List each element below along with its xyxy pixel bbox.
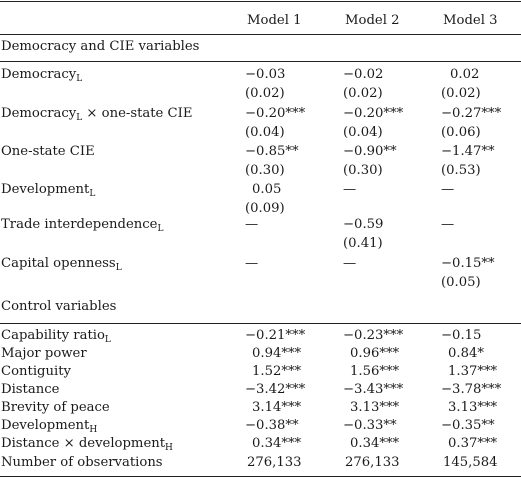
one-state-cie-m2-se: (0.30)	[343, 163, 383, 178]
distance-x-development-m1: 0.34***	[252, 436, 302, 451]
distance-m3: −3.78***	[441, 382, 502, 397]
development-h-m3: −0.35**	[441, 418, 495, 433]
major-power-m3: 0.84*	[448, 346, 484, 361]
observations-m3: 145,584	[443, 455, 498, 470]
trade-interdependence-m1: —	[245, 217, 259, 232]
democracy-m2-se: (0.02)	[343, 86, 383, 101]
democracy-x-cie-m3: −0.27***	[441, 106, 502, 121]
row-label-capital-openness: Capital openness$_L$	[1, 256, 122, 273]
row-label-capability-ratio: Capability ratio$_L$	[1, 328, 111, 345]
observations-m1: 276,133	[247, 455, 302, 470]
row-label-observations: Number of observations	[1, 455, 163, 470]
section-title-control: Control variables	[1, 299, 117, 314]
contiguity-m1: 1.52***	[252, 364, 302, 379]
row-label-trade-interdependence: Trade interdependence$_L$	[1, 217, 164, 234]
header-model-2: Model 2	[345, 13, 400, 28]
row-label-democracy: Democracy$_L$	[1, 67, 83, 84]
row-label-development-h: Development$_H$	[1, 418, 98, 435]
one-state-cie-m3: −1.47**	[441, 144, 495, 159]
democracy-x-cie-m2: −0.20***	[343, 106, 404, 121]
top-rule	[0, 1, 521, 2]
section-title-democracy-cie: Democracy and CIE variables	[1, 39, 200, 54]
brevity-of-peace-m3: 3.13***	[448, 400, 498, 415]
trade-interdependence-m3: —	[441, 217, 455, 232]
democracy-x-cie-m3-se: (0.06)	[441, 125, 481, 140]
one-state-cie-m1-se: (0.30)	[245, 163, 285, 178]
development-h-m1: −0.38**	[245, 418, 299, 433]
development-l-m1-se: (0.09)	[245, 201, 285, 216]
one-state-cie-m3-se: (0.53)	[441, 163, 481, 178]
capability-ratio-m1: −0.21***	[245, 328, 306, 343]
trade-interdependence-m2-se: (0.41)	[343, 236, 383, 251]
democracy-x-cie-m2-se: (0.04)	[343, 125, 383, 140]
row-label-brevity-of-peace: Brevity of peace	[1, 400, 110, 415]
brevity-of-peace-m2: 3.13***	[350, 400, 400, 415]
row-label-distance: Distance	[1, 382, 60, 397]
row-label-contiguity: Contiguity	[1, 364, 71, 379]
contiguity-m3: 1.37***	[448, 364, 498, 379]
capability-ratio-m3: −0.15	[441, 328, 482, 343]
header-model-3: Model 3	[443, 13, 498, 28]
distance-x-development-m3: 0.37***	[448, 436, 498, 451]
section-rule-democracy	[0, 61, 521, 62]
capital-openness-m2: —	[343, 256, 357, 271]
democracy-x-cie-m1: −0.20***	[245, 106, 306, 121]
brevity-of-peace-m1: 3.14***	[252, 400, 302, 415]
row-label-major-power: Major power	[1, 346, 87, 361]
distance-x-development-m2: 0.34***	[350, 436, 400, 451]
capital-openness-m3: −0.15**	[441, 256, 495, 271]
one-state-cie-m1: −0.85**	[245, 144, 299, 159]
capital-openness-m3-se: (0.05)	[441, 275, 481, 290]
bottom-rule	[0, 476, 521, 477]
democracy-m3-se: (0.02)	[441, 86, 481, 101]
distance-m1: −3.42***	[245, 382, 306, 397]
trade-interdependence-m2: −0.59	[343, 217, 384, 232]
major-power-m2: 0.96***	[350, 346, 400, 361]
capability-ratio-m2: −0.23***	[343, 328, 404, 343]
capital-openness-m1: —	[245, 256, 259, 271]
democracy-x-cie-m1-se: (0.04)	[245, 125, 285, 140]
row-label-democracy-x-cie: Democracy$_L$ × one-state CIE	[1, 106, 193, 123]
observations-m2: 276,133	[345, 455, 400, 470]
development-l-m1: 0.05	[252, 182, 282, 197]
one-state-cie-m2: −0.90**	[343, 144, 397, 159]
distance-m2: −3.43***	[343, 382, 404, 397]
row-label-development-l: Development$_L$	[1, 182, 96, 199]
major-power-m1: 0.94***	[252, 346, 302, 361]
section-rule-control	[0, 323, 521, 324]
contiguity-m2: 1.56***	[350, 364, 400, 379]
row-label-distance-x-development: Distance × development$_H$	[1, 436, 173, 453]
development-l-m2: —	[343, 182, 357, 197]
header-rule	[0, 34, 521, 35]
header-model-1: Model 1	[247, 13, 302, 28]
democracy-m3: 0.02	[450, 67, 480, 82]
democracy-m2: −0.02	[343, 67, 384, 82]
row-label-one-state-cie: One-state CIE	[1, 144, 95, 159]
democracy-m1: −0.03	[245, 67, 286, 82]
development-h-m2: −0.33**	[343, 418, 397, 433]
democracy-m1-se: (0.02)	[245, 86, 285, 101]
development-l-m3: —	[441, 182, 455, 197]
